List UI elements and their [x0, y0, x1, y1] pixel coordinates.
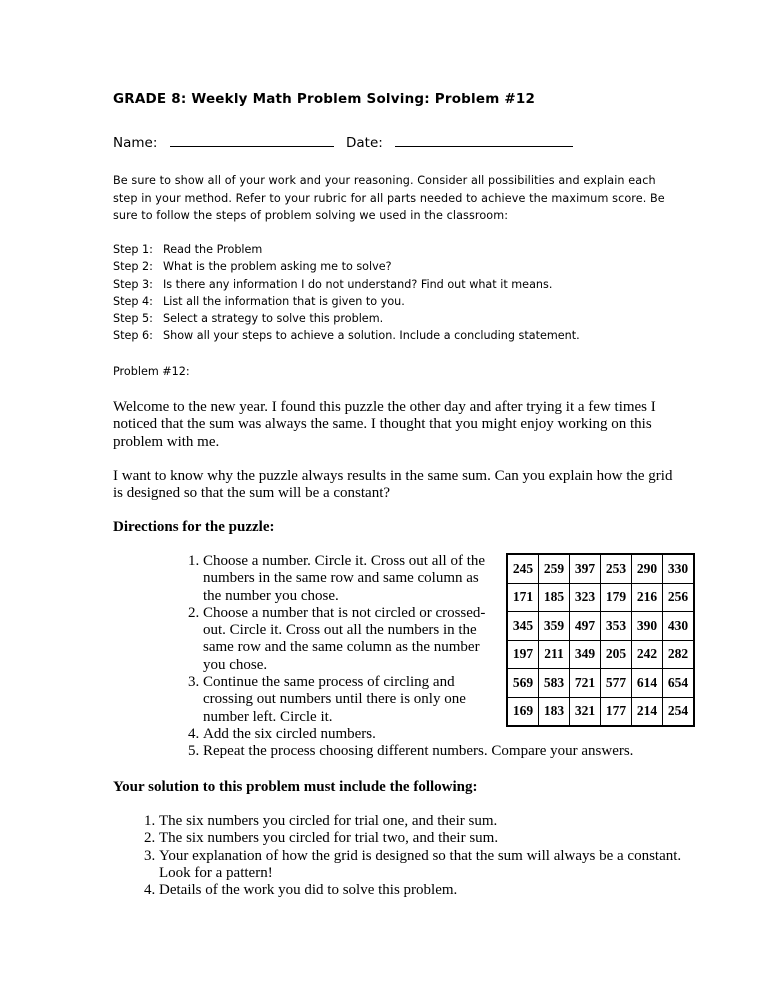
grid-row: [507, 669, 694, 698]
step-text: Is there any information I do not understand? Find out what it means.: [163, 277, 553, 291]
step-label: Step 1:: [113, 243, 153, 256]
grid-cell[interactable]: 330: [663, 554, 695, 583]
date-field[interactable]: [395, 134, 573, 147]
grid-row: [507, 612, 694, 641]
grid-cell[interactable]: 179: [601, 583, 632, 612]
grid-cell[interactable]: 216: [632, 583, 663, 612]
grid-row: [507, 554, 694, 583]
grid-cell[interactable]: 197: [507, 640, 539, 669]
grid-row: [507, 583, 694, 612]
solution-item: 3. Your explanation of how the grid is designed so that the sum will always be a constant. Look for a pattern!: [159, 848, 699, 883]
solution-item: 4. Details of the work you did to solve this problem.: [159, 882, 699, 899]
name-label: Name:: [113, 135, 158, 151]
worksheet-title: GRADE 8: Weekly Math Problem Solving: Problem #12: [113, 91, 536, 107]
step-5: [113, 310, 580, 327]
name-field[interactable]: [170, 134, 334, 147]
grid-cell[interactable]: 430: [663, 612, 695, 641]
step-text: What is the problem asking me to solve?: [163, 260, 392, 274]
grid-cell[interactable]: 253: [601, 554, 632, 583]
step-text: Select a strategy to solve this problem.: [163, 312, 384, 326]
number-grid: [506, 553, 695, 727]
step-text: List all the information that is given to you.: [163, 294, 405, 308]
grid-cell[interactable]: 359: [539, 612, 570, 641]
grid-cell[interactable]: 390: [632, 612, 663, 641]
grid-cell[interactable]: 654: [663, 669, 695, 698]
step-text: Show all your steps to achieve a solution. Include a concluding statement.: [163, 329, 580, 343]
grid-cell[interactable]: 205: [601, 640, 632, 669]
step-1: [113, 241, 580, 258]
grid-cell[interactable]: 323: [570, 583, 601, 612]
grid-cell[interactable]: 177: [601, 697, 632, 726]
step-text: Read the Problem: [163, 243, 263, 256]
question-paragraph: I want to know why the puzzle always results in the same sum. Can you explain how the grid is designed so that the sum will be a constant?: [113, 468, 673, 502]
grid-cell[interactable]: 183: [539, 697, 570, 726]
welcome-paragraph: Welcome to the new year. I found this puzzle the other day and after trying it a few times I noticed that the sum was always the same. I thought that you might enjoy working on this problem with me.: [113, 399, 656, 450]
intro-paragraph: Be sure to show all of your work and your reasoning. Consider all possibilities and explain each step in your method. Refer to your rubric for all parts needed to achieve the maximum score. Be sure to follow the steps of problem solving we used in the classroom:: [113, 174, 665, 222]
grid-cell[interactable]: 721: [570, 669, 601, 698]
direction-item: 5. Repeat the process choosing different numbers. Compare your answers.: [203, 743, 673, 760]
step-label: Step 4:: [113, 294, 153, 308]
grid-row: [507, 697, 694, 726]
grid-cell[interactable]: 321: [570, 697, 601, 726]
grid-cell[interactable]: 290: [632, 554, 663, 583]
step-6: [113, 327, 580, 344]
step-label: Step 5:: [113, 312, 153, 326]
grid-cell[interactable]: 397: [570, 554, 601, 583]
grid-cell[interactable]: 211: [539, 640, 570, 669]
steps-list: [113, 241, 580, 345]
grid-cell[interactable]: 497: [570, 612, 601, 641]
grid-cell[interactable]: 171: [507, 583, 539, 612]
grid-row: [507, 640, 694, 669]
grid-cell[interactable]: 569: [507, 669, 539, 698]
grid-cell[interactable]: 577: [601, 669, 632, 698]
direction-item: 2. Choose a number that is not circled or crossed-out. Circle it. Cross out all the numbers in the same row and the same column as the number you chose.: [203, 605, 493, 674]
solution-heading: Your solution to this problem must include the following:: [113, 779, 478, 795]
grid-cell[interactable]: 169: [507, 697, 539, 726]
solution-item: 1. The six numbers you circled for trial one, and their sum.: [159, 813, 699, 830]
grid-cell[interactable]: 245: [507, 554, 539, 583]
step-2: [113, 258, 580, 275]
solution-requirements-list: [133, 813, 699, 899]
grid-cell[interactable]: 256: [663, 583, 695, 612]
grid-cell[interactable]: 353: [601, 612, 632, 641]
solution-item: 2. The six numbers you circled for trial two, and their sum.: [159, 830, 699, 847]
step-4: [113, 293, 580, 310]
step-label: Step 3:: [113, 277, 153, 291]
grid-cell[interactable]: 614: [632, 669, 663, 698]
step-3: [113, 276, 580, 293]
direction-item: 1. Choose a number. Circle it. Cross out all of the numbers in the same row and same column as the number you chose.: [203, 553, 493, 605]
grid-cell[interactable]: 282: [663, 640, 695, 669]
step-label: Step 6:: [113, 329, 153, 343]
date-label: Date:: [345, 135, 383, 151]
grid-cell[interactable]: 214: [632, 697, 663, 726]
directions-heading: Directions for the puzzle:: [113, 519, 275, 535]
grid-cell[interactable]: 583: [539, 669, 570, 698]
grid-cell[interactable]: 345: [507, 612, 539, 641]
grid-cell[interactable]: 259: [539, 554, 570, 583]
problem-label: Problem #12:: [113, 365, 190, 378]
grid-cell[interactable]: 242: [632, 640, 663, 669]
grid-cell[interactable]: 185: [539, 583, 570, 612]
step-label: Step 2:: [113, 260, 153, 274]
name-date-line: [113, 134, 573, 151]
grid-cell[interactable]: 254: [663, 697, 695, 726]
direction-item: 3. Continue the same process of circling and crossing out numbers until there is only one number left. Circle it.: [203, 674, 493, 726]
grid-cell[interactable]: 349: [570, 640, 601, 669]
direction-item: 4. Add the six circled numbers.: [203, 726, 673, 743]
